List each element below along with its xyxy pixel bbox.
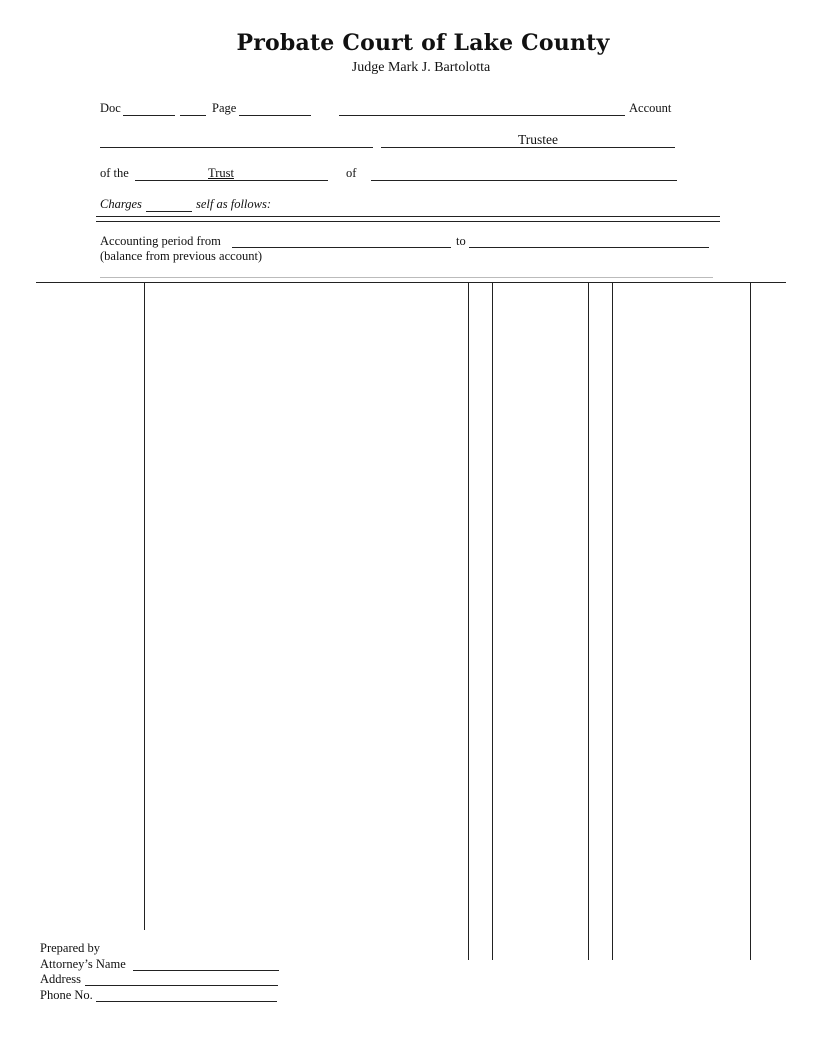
balance-note: (balance from previous account) bbox=[100, 249, 263, 263]
page-label: Page bbox=[212, 101, 237, 115]
balance-field[interactable] bbox=[100, 263, 713, 278]
amount1-right-divider bbox=[588, 282, 589, 960]
trust-value: Trust bbox=[208, 166, 234, 180]
address-field[interactable] bbox=[85, 971, 278, 986]
amount2-left-divider bbox=[612, 282, 613, 960]
attorney-name-field[interactable] bbox=[133, 956, 279, 971]
of-label: of bbox=[346, 166, 357, 180]
trust-field[interactable] bbox=[135, 166, 328, 181]
table-top-rule bbox=[36, 282, 786, 283]
phone-field[interactable] bbox=[96, 987, 277, 1002]
amount1-left-divider bbox=[492, 282, 493, 960]
charges-field[interactable] bbox=[146, 197, 192, 212]
court-title: Probate Court of Lake County bbox=[236, 30, 610, 56]
phone-label: Phone No. bbox=[40, 988, 93, 1002]
charges-label: Charges bbox=[100, 197, 142, 211]
of-location-field[interactable] bbox=[371, 166, 677, 181]
description-column-divider bbox=[468, 282, 469, 960]
accounting-period-label: Accounting period from bbox=[100, 234, 221, 248]
double-rule-bottom bbox=[96, 221, 720, 222]
account-name-field[interactable] bbox=[339, 101, 625, 116]
address-label: Address bbox=[40, 972, 81, 986]
entries-area[interactable] bbox=[145, 284, 467, 929]
trustee-field[interactable] bbox=[381, 133, 675, 148]
to-label: to bbox=[456, 234, 466, 248]
judge-name: Judge Mark J. Bartolotta bbox=[351, 60, 491, 75]
doc-field[interactable] bbox=[123, 101, 175, 116]
trustee-value: Trustee bbox=[517, 132, 558, 147]
account-label: Account bbox=[629, 101, 672, 115]
trustee-name-field[interactable] bbox=[100, 133, 373, 148]
prepared-by-label: Prepared by bbox=[40, 941, 101, 955]
double-rule-top bbox=[96, 216, 720, 217]
doc-label: Doc bbox=[100, 101, 121, 115]
amount2-right-divider bbox=[750, 282, 751, 960]
page-field[interactable] bbox=[239, 101, 311, 116]
self-as-follows-text: self as follows: bbox=[196, 197, 272, 211]
period-to-field[interactable] bbox=[469, 233, 709, 248]
period-from-field[interactable] bbox=[232, 233, 451, 248]
attorney-name-label: Attorney’s Name bbox=[40, 957, 126, 971]
of-the-label: of the bbox=[100, 166, 129, 180]
doc-suffix-field[interactable] bbox=[180, 101, 206, 116]
